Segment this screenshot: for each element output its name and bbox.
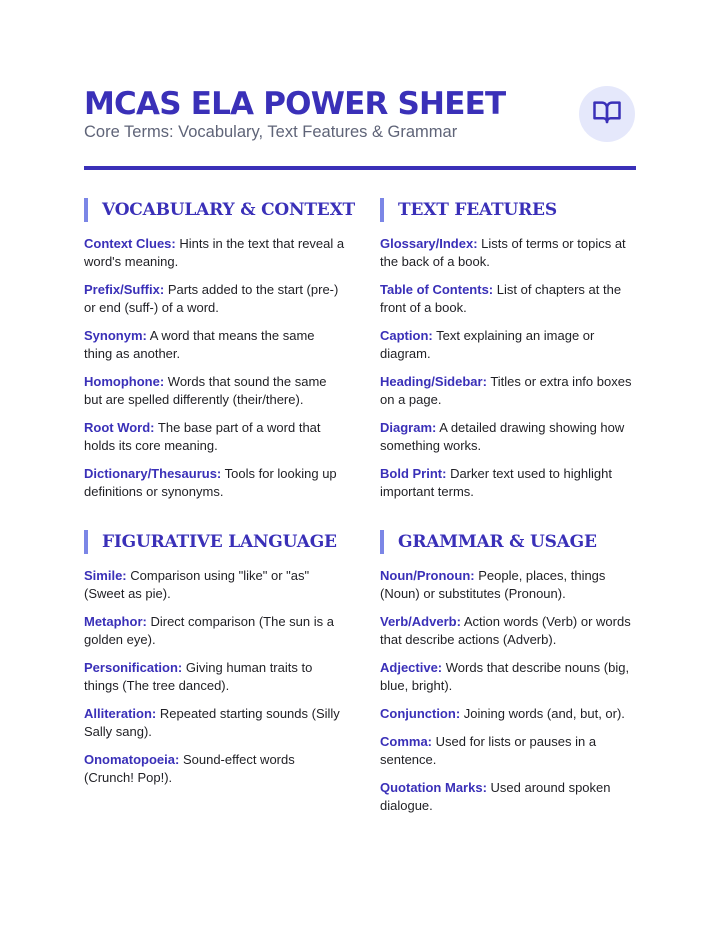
term-name: Diagram: (380, 420, 437, 435)
term-item (84, 235, 346, 271)
term-definition: Lists of terms or topics at the back of a book. (380, 236, 626, 269)
term-item (380, 705, 642, 723)
term-item (84, 705, 346, 741)
term-definition: Parts added to the start (pre-) or end (suff-) of a word. (84, 282, 339, 315)
power-sheet-page (84, 0, 636, 932)
term-definition: Titles or extra info boxes on a page. (380, 374, 632, 407)
section-title: FIGURATIVE LANGUAGE (102, 532, 337, 552)
term-name: Heading/Sidebar: (380, 374, 487, 389)
term-item (84, 419, 346, 455)
term-name: Conjunction: (380, 706, 461, 721)
term-item (380, 733, 642, 769)
term-definition: Sound-effect words (Crunch! Pop!). (84, 752, 295, 785)
term-definition: The base part of a word that holds its core meaning. (84, 420, 321, 453)
term-definition: Tools for looking up definitions or synonyms. (84, 466, 337, 499)
term-definition: Hints in the text that reveal a word's meaning. (84, 236, 345, 269)
term-name: Quotation Marks: (380, 780, 487, 795)
term-definition: A detailed drawing showing how something works. (380, 420, 625, 453)
term-item (380, 235, 642, 271)
term-definition: Action words (Verb) or words that describe actions (Adverb). (380, 614, 631, 647)
term-definition: Darker text used to highlight important terms. (380, 466, 612, 499)
term-item (84, 465, 346, 501)
term-item (84, 659, 346, 695)
term-definition: Used for lists or pauses in a sentence. (380, 734, 597, 767)
page-subtitle: Core Terms: Vocabulary, Text Features & Grammar (84, 123, 458, 141)
term-item (84, 281, 346, 317)
term-name: Metaphor: (84, 614, 147, 629)
section-text-features (380, 198, 642, 511)
term-name: Dictionary/Thesaurus: (84, 466, 222, 481)
term-definition: Comparison using "like" or "as" (Sweet as pie). (84, 568, 310, 601)
term-definition: Joining words (and, but, or). (463, 706, 625, 721)
term-item (380, 281, 642, 317)
term-item (380, 613, 642, 649)
term-name: Bold Print: (380, 466, 447, 481)
term-item (84, 567, 346, 603)
term-item (84, 373, 346, 409)
term-name: Root Word: (84, 420, 155, 435)
term-item (380, 659, 642, 695)
term-definition: Words that sound the same but are spelled differently (their/there). (84, 374, 327, 407)
section-title: VOCABULARY & CONTEXT (102, 200, 356, 220)
term-name: Glossary/Index: (380, 236, 478, 251)
section-header (380, 530, 642, 554)
section-title: GRAMMAR & USAGE (398, 532, 597, 552)
term-name: Synonym: (84, 328, 147, 343)
term-name: Simile: (84, 568, 127, 583)
term-definition: Repeated starting sounds (Silly Sally sang). (84, 706, 340, 739)
term-item (380, 373, 642, 409)
term-name: Noun/Pronoun: (380, 568, 475, 583)
term-name: Personification: (84, 660, 183, 675)
term-name: Alliteration: (84, 706, 157, 721)
term-definition: People, places, things (Noun) or substitutes (Pronoun). (380, 568, 606, 601)
term-definition: Giving human traits to things (The tree danced). (84, 660, 313, 693)
header-divider (84, 166, 636, 170)
book-icon (592, 97, 622, 132)
term-name: Homophone: (84, 374, 165, 389)
section-figurative-language (84, 530, 346, 797)
term-item (380, 567, 642, 603)
term-item (380, 779, 642, 815)
term-definition: Words that describe nouns (big, blue, bright). (380, 660, 630, 693)
term-name: Caption: (380, 328, 433, 343)
term-item (84, 327, 346, 363)
section-header (380, 198, 642, 222)
term-item (84, 613, 346, 649)
term-item (380, 327, 642, 363)
section-header (84, 198, 356, 222)
section-grammar-usage (380, 530, 642, 825)
book-icon-badge (579, 86, 635, 142)
term-definition: Used around spoken dialogue. (380, 780, 611, 813)
term-name: Verb/Adverb: (380, 614, 461, 629)
section-vocabulary (84, 198, 356, 511)
term-definition: A word that means the same thing as another. (84, 328, 315, 361)
term-name: Comma: (380, 734, 433, 749)
term-definition: List of chapters at the front of a book. (380, 282, 622, 315)
term-definition: Direct comparison (The sun is a golden eye). (84, 614, 334, 647)
page-title: MCAS ELA POWER SHEET (84, 86, 506, 122)
section-title: TEXT FEATURES (398, 200, 557, 220)
term-name: Table of Contents: (380, 282, 494, 297)
section-header (84, 530, 346, 554)
term-name: Context Clues: (84, 236, 176, 251)
term-item (380, 465, 642, 501)
term-name: Onomatopoeia: (84, 752, 180, 767)
term-definition: Text explaining an image or diagram. (380, 328, 595, 361)
term-item (84, 751, 346, 787)
term-name: Prefix/Suffix: (84, 282, 165, 297)
term-name: Adjective: (380, 660, 443, 675)
term-item (380, 419, 642, 455)
